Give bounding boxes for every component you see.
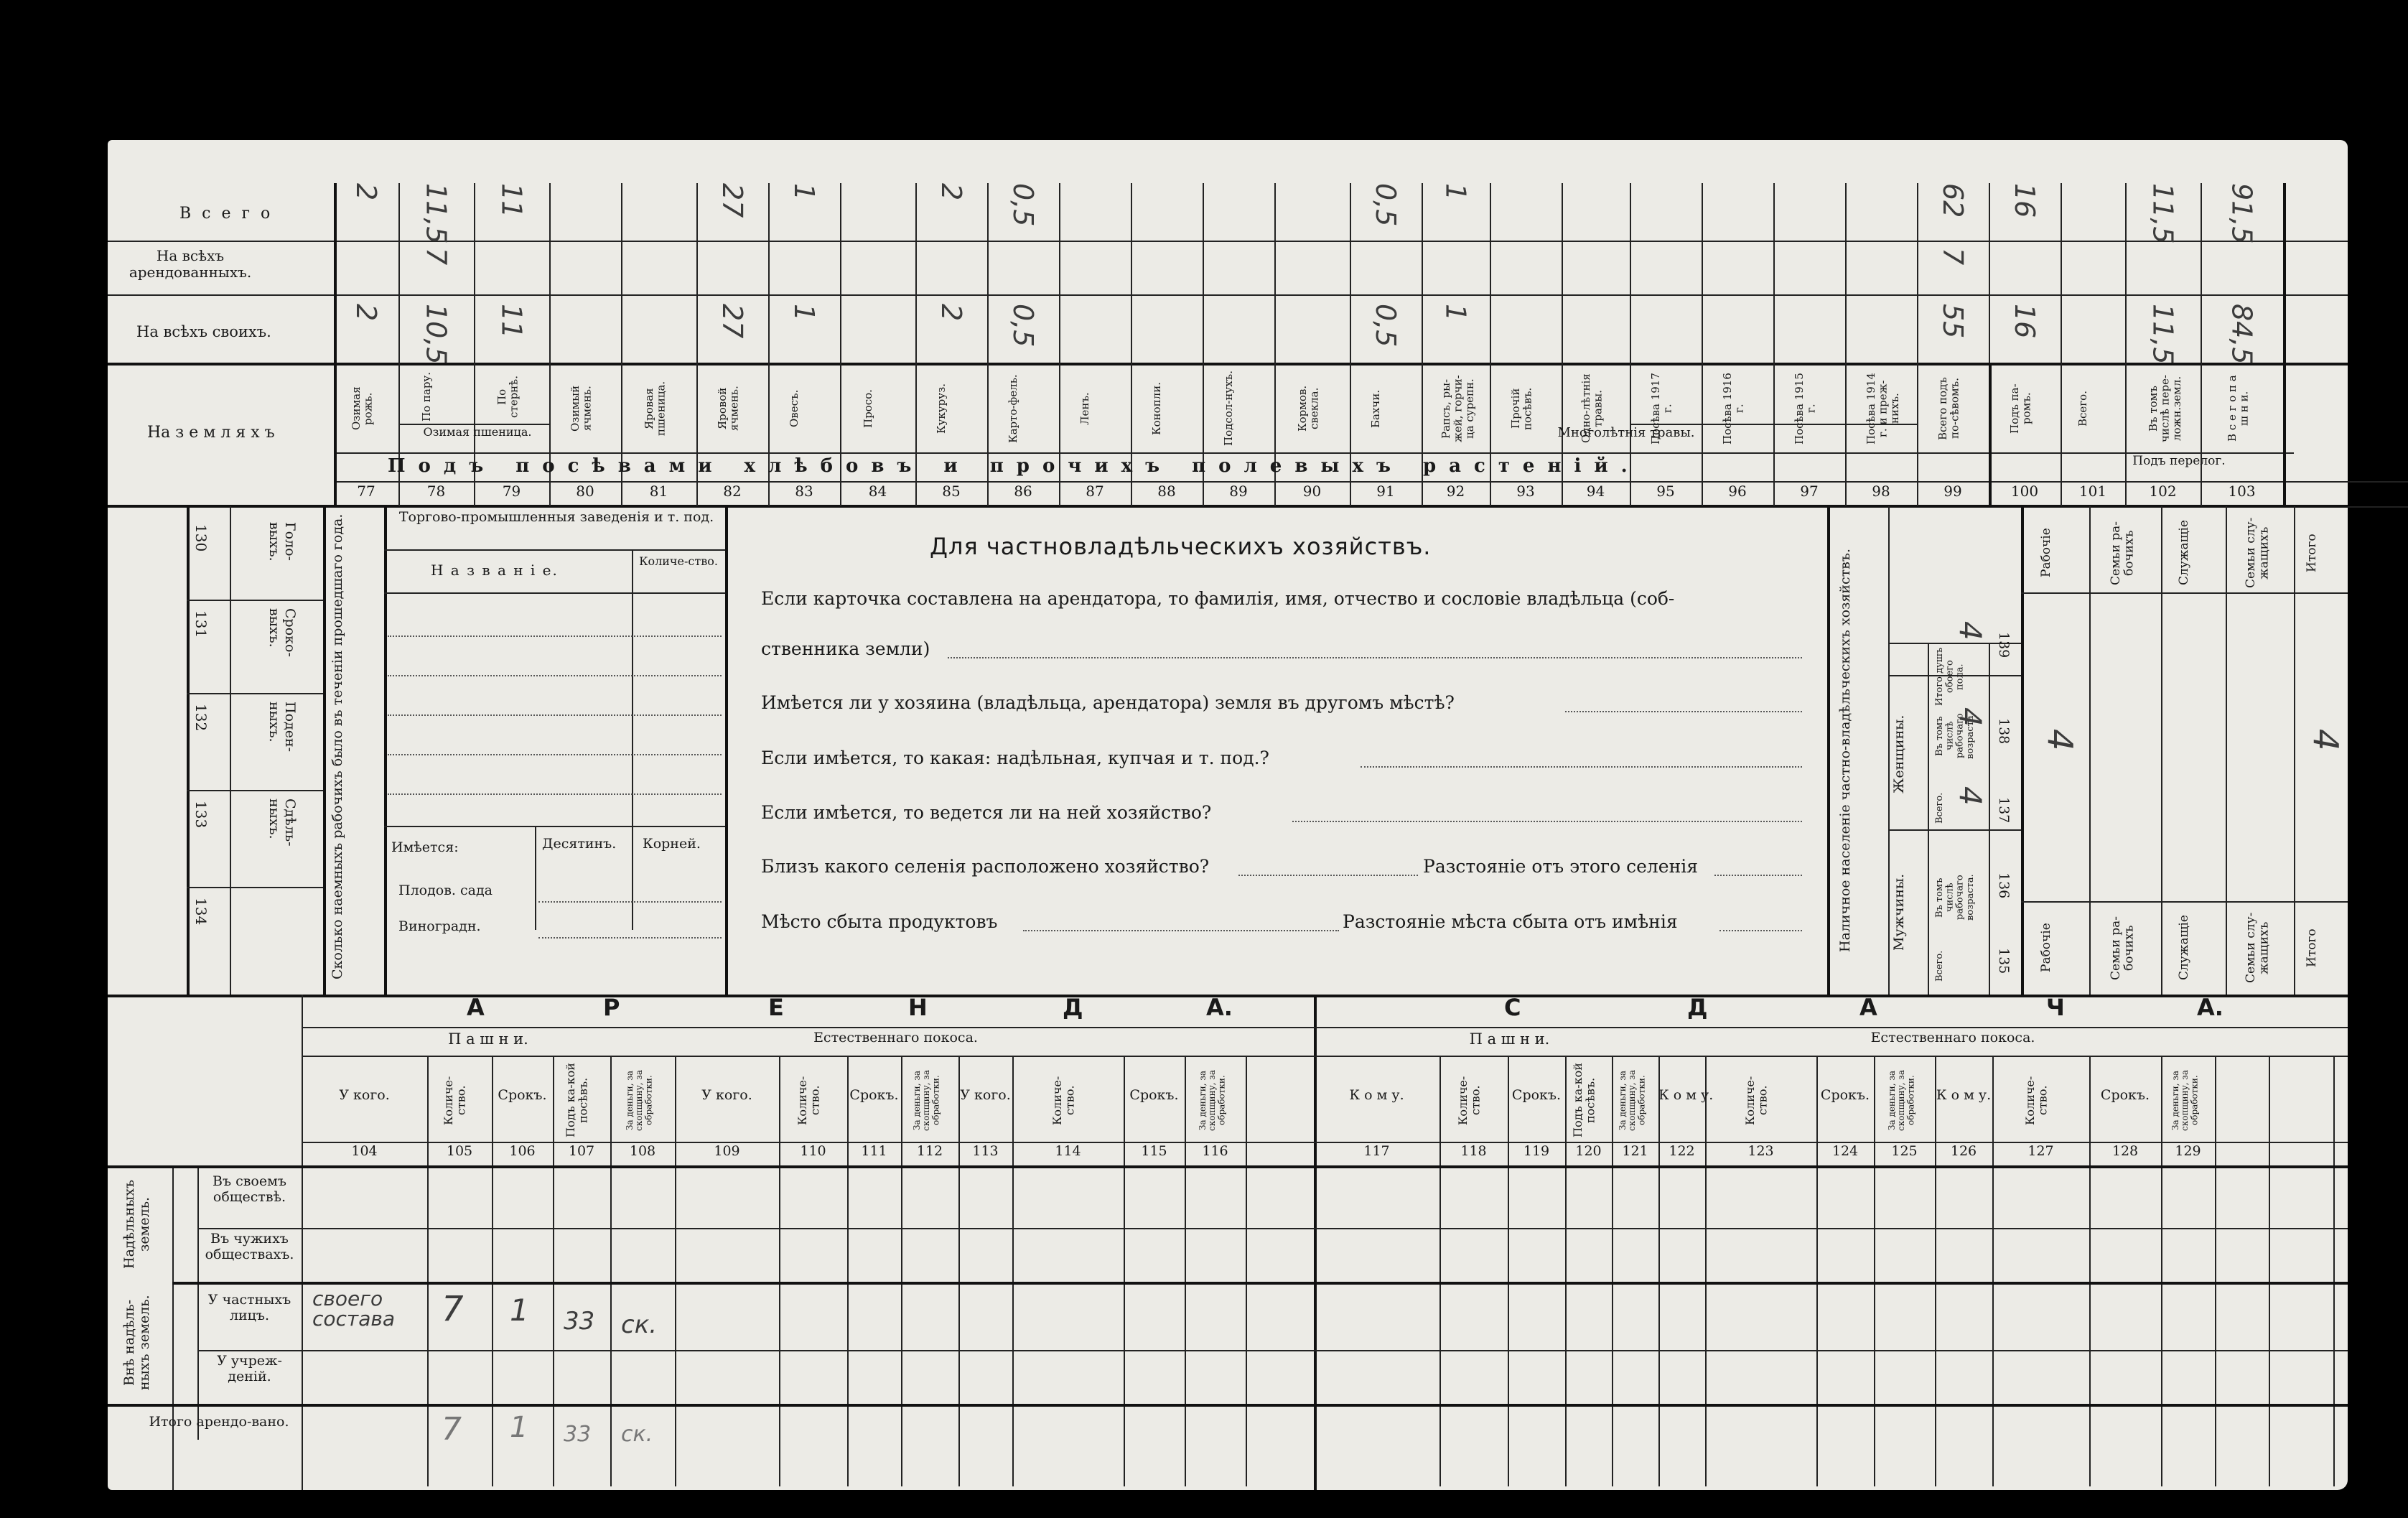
lease-rule-thick (1314, 995, 1317, 1490)
crop-col-number: 88 (1157, 483, 1176, 500)
sdacha-title-letter: Д (1687, 994, 1708, 1021)
lease-col-number: 106 (509, 1143, 536, 1159)
private-q2: Имѣется ли у хозяина (владѣльца, арендатора) земля въ другомъ мѣстѣ? (761, 692, 1455, 713)
lease-rule (1705, 1056, 1707, 1486)
private-q3: Если имѣется, то какая: надѣльная, купчая и т. под.? (761, 748, 1269, 768)
crop-col-label: Посѣва 1917 г. (1649, 373, 1674, 444)
livestock-rule (187, 790, 323, 791)
pop-rule (1989, 643, 1990, 995)
handwritten-value: 0,5 (1007, 183, 1039, 227)
livestock-label: Сроко-выхъ. (266, 608, 298, 657)
private-q6: Мѣсто сбыта продуктовъ (761, 911, 998, 932)
handwritten-value: 27 (717, 304, 748, 339)
crop-col-number: 82 (723, 483, 742, 500)
crop-col-label: Рапсъ, ры-жей, горчи-ца сурепн. (1439, 375, 1476, 442)
row-chuzhih: Въ чужихъ обществахъ. (205, 1231, 294, 1262)
row-label-na-zemlyah: На з е м л я х ъ (147, 424, 275, 442)
crop-col-number: 91 (1376, 483, 1395, 500)
census-card (108, 140, 2348, 1490)
lease-col-header: К о м у. (1936, 1087, 1992, 1103)
lease-col-header: У кого. (960, 1087, 1011, 1103)
sdacha-title-letter: А (1859, 994, 1877, 1021)
handwritten-itogo-dengi: ск. (621, 1422, 653, 1447)
handwritten-value: 1 (788, 304, 820, 322)
workers-col-label: Рабочіе (2038, 923, 2053, 973)
row-label-arend: На всѣхъ арендованныхъ. (129, 247, 252, 281)
workers-rule (2226, 506, 2227, 995)
lease-rule (302, 995, 303, 1490)
private-q1b: ственника земли) (761, 638, 930, 659)
handwritten-value: 11,5 (2147, 183, 2179, 244)
lease-col-header: За деньги, за скопщину, за обработки. (912, 1070, 941, 1131)
hired-question: Сколько наемныхъ рабочихъ было въ теченіи прошедшаго года. (330, 513, 345, 980)
lease-rule (847, 1056, 849, 1486)
private-q5b: Разстояніе отъ этого селенія (1423, 856, 1699, 877)
crop-col-number: 85 (942, 483, 961, 500)
lease-rule (492, 1056, 493, 1486)
lease-col-number: 118 (1460, 1143, 1487, 1159)
lease-rule (2215, 1056, 2216, 1486)
crop-col-number: 87 (1086, 483, 1104, 500)
handwritten-value: 55 (1937, 304, 1969, 339)
crop-col-number: 89 (1229, 483, 1248, 500)
lease-col-header: Срокъ. (849, 1087, 899, 1103)
crop-col-number: 96 (1728, 483, 1747, 500)
trade-qty-header: Количе-ство. (639, 554, 718, 568)
crop-col-number: 99 (1943, 483, 1962, 500)
lease-rule (1658, 1056, 1660, 1486)
pop-col-number: 137 (1996, 797, 2012, 824)
sdacha-title-letter: А. (2197, 994, 2223, 1021)
handwritten-itogo-qty: 7 (442, 1411, 462, 1448)
handwritten-value: 2 (350, 183, 382, 201)
lease-col-header: Срокъ. (1511, 1087, 1562, 1103)
handwritten-value: 11,5 (420, 183, 452, 244)
lease-col-header: У кого. (701, 1087, 752, 1103)
group-nadel: Надѣльныхъ земель. (121, 1179, 152, 1270)
lease-rule (1935, 1056, 1936, 1486)
crop-col-label: Прочій посѣвъ. (1509, 387, 1534, 430)
lease-col-number: 122 (1669, 1143, 1695, 1159)
lease-rule (197, 1228, 2348, 1229)
trade-title: Торгово-промышленныя заведенія и т. под. (398, 509, 714, 525)
korney-header: Корней. (643, 836, 701, 852)
lease-rule (1612, 1056, 1613, 1486)
lease-rule (1124, 1056, 1125, 1486)
lease-rule-thick (108, 1404, 2348, 1407)
lease-col-number: 129 (2175, 1143, 2201, 1159)
workers-rule (2294, 506, 2295, 995)
lease-col-header: Подъ ка-кой посѣвъ. (564, 1063, 590, 1138)
lease-col-header: За деньги, за скопщину, за обработки. (625, 1070, 654, 1131)
ozimaya-label: Озимая пшеница. (423, 425, 532, 439)
pop-col-number: 136 (1996, 872, 2012, 899)
crop-col-number: 95 (1656, 483, 1675, 500)
handwritten-value: 10,5 (420, 304, 452, 365)
crop-col-label: Конопли. (1150, 382, 1163, 435)
handwritten-value: 0,5 (1370, 304, 1401, 348)
crop-col-label: Овесъ. (788, 389, 801, 428)
handwritten-value: 16 (2009, 304, 2040, 339)
crop-col-rule (1845, 183, 1847, 506)
row-label-vsego: В с е г о (179, 205, 274, 223)
handwritten-value: 11,5 (2147, 304, 2179, 365)
crop-col-label: Подъ па-ромъ. (2008, 383, 2033, 434)
row-svoem: Въ своемъ обществѣ. (213, 1173, 286, 1205)
lease-rule-thick (108, 1165, 2348, 1168)
lease-col-header: Срокъ. (1129, 1087, 1179, 1103)
handwritten-value: 7 (1937, 248, 1969, 266)
lease-col-header: За деньги, за скопщину, за обработки. (2170, 1070, 2199, 1131)
crop-col-number: 102 (2149, 483, 2177, 500)
lease-rule (1992, 1056, 1994, 1486)
population-title: Наличное населеніе частно-владѣльческихъ хозяйствъ. (1837, 549, 1853, 952)
lease-col-number: 111 (861, 1143, 887, 1159)
lease-col-number: 121 (1622, 1143, 1648, 1159)
lease-col-number: 120 (1575, 1143, 1602, 1159)
lease-col-number: 110 (800, 1143, 826, 1159)
workers-rule (2089, 506, 2091, 995)
crop-col-label: Всего. (2076, 391, 2089, 427)
livestock-num: 132 (192, 704, 210, 732)
sdacha-title-letter: С (1504, 994, 1521, 1021)
crop-col-rule (1917, 183, 1918, 506)
trade-name-header: Н а з в а н і е. (431, 562, 559, 579)
lease-rule (2333, 1056, 2335, 1486)
handwritten-srok: 1 (510, 1293, 529, 1328)
handwritten-value: 1 (788, 183, 820, 201)
livestock-label: Сдѣль-ныхъ. (266, 798, 298, 847)
handwritten-value: 4 (1953, 707, 1988, 727)
pop-women: Женщины. (1891, 714, 1907, 793)
lease-col-header: За деньги, за скопщину, за обработки. (1617, 1070, 1646, 1131)
crop-col-rule (1773, 183, 1775, 506)
handwritten-qty: 7 (442, 1289, 464, 1329)
lease-col-header: Срокъ. (1820, 1087, 1870, 1103)
lease-rule (1508, 1056, 1509, 1486)
lease-col-header: Количе-ство. (1050, 1076, 1077, 1125)
lease-rule (197, 1350, 2348, 1351)
private-q5: Близъ какого селенія расположено хозяйство? (761, 856, 1210, 877)
lease-col-number: 113 (972, 1143, 999, 1159)
crop-col-number: 84 (868, 483, 887, 500)
lease-rule (901, 1056, 902, 1486)
livestock-num: 133 (192, 801, 210, 829)
col-rule-thick (2283, 183, 2286, 506)
sad-label: Плодов. сада (398, 883, 493, 898)
handwritten-value: 4 (1953, 786, 1988, 806)
crop-col-label: Озимая рожь. (350, 386, 375, 431)
livestock-label: Поден-ныхъ. (266, 702, 298, 753)
crop-col-number: 92 (1446, 483, 1465, 500)
crop-col-label: Ленъ. (1078, 392, 1091, 425)
arenda-title-letter: А. (1206, 994, 1233, 1021)
crop-col-label: По стернѣ. (495, 376, 520, 418)
lease-rule-thick (172, 1282, 2348, 1285)
row-label-svoih: На всѣхъ своихъ. (136, 323, 271, 340)
private-title: Для частновладѣльческихъ хозяйствъ. (930, 533, 1432, 560)
arenda-title-letter: Н (908, 994, 928, 1021)
crop-col-label: Бахчи. (1369, 389, 1382, 428)
crop-col-number: 101 (2078, 483, 2107, 500)
handwritten-value: 84,5 (2226, 304, 2258, 365)
crop-col-number: 86 (1014, 483, 1032, 500)
imeetsya-label: Имѣется: (391, 839, 459, 855)
handwritten-value: 0,5 (1007, 304, 1039, 348)
crop-col-label: Посѣва 1916 г. (1721, 373, 1746, 444)
handwritten-value: 2 (350, 304, 382, 322)
lease-rule (2089, 1056, 2091, 1486)
lease-col-header: Количе-ство. (1455, 1076, 1483, 1125)
arenda-title-letter: А (467, 994, 485, 1021)
lease-col-number: 107 (568, 1143, 595, 1159)
lease-col-number: 125 (1891, 1143, 1918, 1159)
crop-col-label: Просо. (861, 389, 874, 428)
lease-rule (779, 1056, 780, 1486)
sdacha-title-letter: Ч (2046, 994, 2065, 1021)
handwritten-value: 2 (935, 304, 967, 322)
handwritten-value: 62 (1937, 183, 1969, 218)
crop-col-label: По пару. (419, 371, 433, 422)
private-q1: Если карточка составлена на арендатора, то фамилія, имя, отчество и сословіе владѣльца (соб- (761, 588, 1675, 609)
lease-col-number: 114 (1055, 1143, 1081, 1159)
group-vne: Внѣ надѣль-ныхъ земель. (121, 1295, 152, 1391)
crop-col-label: Карто-фель. (1007, 374, 1019, 443)
workers-rule (2161, 506, 2162, 995)
arenda-title-letter: Е (768, 994, 784, 1021)
crop-col-label: Въ томъ числѣ пере-ложн.земл. (2146, 374, 2183, 443)
private-q4: Если имѣется, то ведется ли на ней хозяйство? (761, 802, 1212, 823)
lease-col-number: 109 (714, 1143, 740, 1159)
lease-rule (302, 1056, 2348, 1057)
sdacha-pashni: П а ш н и. (1469, 1030, 1550, 1048)
crop-col-number: 80 (576, 483, 594, 500)
lease-col-header: Количе-ство. (1742, 1076, 1770, 1125)
lease-col-header: Количе-ство. (442, 1076, 468, 1125)
workers-col-label: Семьи ра-бочихъ (2109, 521, 2137, 585)
lease-col-header: К о м у. (1349, 1087, 1404, 1103)
lease-rule (2161, 1056, 2162, 1486)
crop-col-label: Подсол-нухъ. (1222, 371, 1235, 447)
handwritten-value: 27 (717, 183, 748, 218)
livestock-rule (187, 887, 323, 888)
row-itogo: Итого арендо-вано. (149, 1414, 289, 1430)
pop-col-label: Итого душъ обоего пола. (1934, 647, 1966, 707)
lease-col-header: Количе-ство. (795, 1076, 822, 1125)
crop-col-number: 79 (502, 483, 521, 500)
crop-col-label: Посѣва 1914 г. и преж-нихъ. (1865, 373, 1901, 444)
lease-col-number: 112 (916, 1143, 943, 1159)
lease-col-number: 108 (629, 1143, 656, 1159)
pop-rule (1888, 829, 2021, 831)
crop-col-number: 103 (2228, 483, 2256, 500)
arenda-pokos: Естественнаго покоса. (813, 1030, 978, 1046)
crop-col-number: 90 (1302, 483, 1322, 500)
lease-col-number: 115 (1141, 1143, 1167, 1159)
pop-men: Мужчины. (1891, 873, 1907, 951)
lease-rule (1012, 1056, 1014, 1486)
handwritten-dengi: ск. (621, 1310, 658, 1339)
pop-col-label: Всего. (1934, 950, 1945, 982)
crop-col-label: Посѣва 1915 г. (1793, 373, 1818, 444)
crop-col-number: 78 (426, 483, 446, 500)
lease-col-number: 126 (1950, 1143, 1977, 1159)
workers-rule (2021, 901, 2348, 903)
lease-rule (1439, 1056, 1441, 1486)
crop-col-label: Озимый ячмень. (569, 385, 594, 432)
livestock-num: 130 (192, 524, 210, 552)
crop-col-number: 94 (1586, 483, 1605, 500)
handwritten-value: 4 (1953, 621, 1988, 641)
lease-col-number: 117 (1363, 1143, 1390, 1159)
lease-col-number: 128 (2111, 1143, 2139, 1159)
pop-col-number: 138 (1996, 718, 2012, 745)
lease-rule (1816, 1056, 1818, 1486)
desyat-header: Десятинъ. (542, 836, 617, 852)
pop-col-label: Въ томъ числѣ рабочаго возраста. (1934, 874, 1976, 921)
lease-rule (1246, 1056, 1247, 1486)
handwritten-value: 7 (420, 248, 452, 266)
lease-col-header: Количе-ство. (2022, 1076, 2050, 1125)
livestock-rule (187, 693, 323, 694)
handwritten-value: 0,5 (1370, 183, 1401, 227)
livestock-label: Голо-выхъ. (266, 522, 298, 562)
handwritten-value: 16 (2009, 183, 2040, 218)
workers-col-label: Служащіе (2177, 915, 2191, 981)
workers-col-label: Семьи ра-бочихъ (2109, 916, 2137, 980)
lease-col-number: 127 (2027, 1143, 2054, 1159)
livestock-rule (187, 600, 323, 601)
workers-col-label: Служащіе (2177, 520, 2191, 586)
crop-col-number: 100 (2010, 483, 2039, 500)
pop-col-label: Всего. (1934, 792, 1945, 824)
arenda-title-letter: Д (1063, 994, 1083, 1021)
pop-rule (1928, 643, 1929, 995)
row-chastnyh: У частныхъ лицъ. (207, 1292, 291, 1323)
crop-col-number: 97 (1800, 483, 1819, 500)
handwritten-itogo-srok: 1 (510, 1411, 528, 1444)
crops-banner: Подъ посѣвами хлѣбовъ и прочихъ полевыхъ растеній. (388, 455, 1641, 477)
crop-col-number: 98 (1872, 483, 1890, 500)
crop-col-label: Всего подъ по-сѣвомъ. (1936, 377, 1961, 440)
crop-col-label: Кормов. свекла. (1295, 385, 1320, 432)
livestock-num: 131 (192, 610, 210, 638)
handwritten-value: 2 (935, 183, 967, 201)
sdacha-pokos: Естественнаго покоса. (1870, 1030, 2035, 1046)
lease-rule (1565, 1056, 1567, 1486)
lease-rule (958, 1056, 960, 1486)
livestock-num: 134 (192, 898, 210, 926)
crop-col-label: Кукуруз. (935, 383, 948, 434)
lease-col-number: 104 (351, 1143, 378, 1159)
lease-col-header: Срокъ. (2100, 1087, 2150, 1103)
vinograd-label: Виноградн. (398, 918, 481, 934)
crop-col-rule (1702, 183, 1703, 506)
lease-col-number: 105 (446, 1143, 473, 1159)
lease-col-header: У кого. (339, 1087, 390, 1103)
handwritten-value: 4 (2039, 729, 2080, 751)
workers-col-label: Семьи слу-жащихъ (2243, 912, 2272, 984)
lease-rule (427, 1056, 429, 1486)
handwritten-itogo-posev: 33 (564, 1422, 592, 1447)
handwritten-value: 11 (495, 304, 528, 339)
crop-col-number: 77 (357, 483, 375, 500)
handwritten-value: 1 (1439, 183, 1472, 201)
workers-col-label: Итого (2304, 534, 2319, 572)
handwritten-value: 4 (2305, 729, 2346, 751)
private-q6b: Разстояніе мѣста сбыта отъ имѣнія (1343, 911, 1678, 932)
crop-col-label: Одно-лѣтнія травы. (1579, 373, 1604, 444)
lease-rule (610, 1056, 612, 1486)
crop-col-label: В с е г о п а ш н и. (2225, 375, 2250, 442)
lease-col-header: Подъ ка-кой посѣвъ. (1570, 1063, 1597, 1138)
workers-rule (2021, 592, 2348, 594)
crop-col-number: 81 (649, 483, 668, 500)
arenda-title-letter: Р (603, 994, 620, 1021)
lease-rule (1185, 1056, 1186, 1486)
perelog-label: Подъ перелог. (2132, 454, 2226, 468)
lease-col-header: К о м у. (1658, 1087, 1714, 1103)
lease-col-header: За деньги, за скопщину, за обработки. (1197, 1070, 1226, 1131)
pop-col-number: 135 (1996, 948, 2012, 974)
workers-col-label: Рабочіе (2038, 528, 2053, 578)
mnogolet-label: Многолѣтнія травы. (1557, 425, 1695, 440)
pop-col-label: Въ томъ числѣ рабочаго возраста. (1934, 712, 1976, 760)
handwritten-value: 91,5 (2226, 183, 2258, 244)
crop-col-label: Яровой ячмень. (716, 386, 741, 432)
lease-col-number: 116 (1202, 1143, 1228, 1159)
crop-col-number: 93 (1516, 483, 1535, 500)
handwritten-who: своего состава (312, 1287, 396, 1331)
workers-col-label: Семьи слу-жащихъ (2243, 517, 2272, 589)
workers-col-label: Итого (2304, 928, 2319, 967)
lease-rule (553, 1056, 554, 1486)
handwritten-value: 1 (1439, 304, 1472, 322)
handwritten-value: 11 (495, 183, 528, 218)
crop-col-rule (2061, 183, 2062, 506)
lease-col-header: Срокъ. (498, 1087, 547, 1103)
row-uchrezh: У учреж-деній. (217, 1353, 282, 1384)
lease-rule (675, 1056, 676, 1486)
lease-col-number: 124 (1831, 1143, 1859, 1159)
crop-col-label: Яровая пшеница. (642, 381, 667, 437)
crop-col-number: 83 (795, 483, 813, 500)
arenda-pashni: П а ш н и. (448, 1030, 528, 1048)
lease-rule (1874, 1056, 1875, 1486)
pop-col-number: 139 (1996, 632, 2012, 658)
lease-col-header: За деньги, за скопщину, за обработки. (1886, 1070, 1915, 1131)
handwritten-posev: 33 (564, 1307, 595, 1336)
lease-rule (2269, 1056, 2270, 1486)
lease-rule (302, 1027, 2348, 1028)
lease-rule (172, 1167, 174, 1490)
lease-col-number: 123 (1747, 1143, 1774, 1159)
col-rule-thick (1989, 363, 1992, 506)
lease-col-number: 119 (1523, 1143, 1550, 1159)
